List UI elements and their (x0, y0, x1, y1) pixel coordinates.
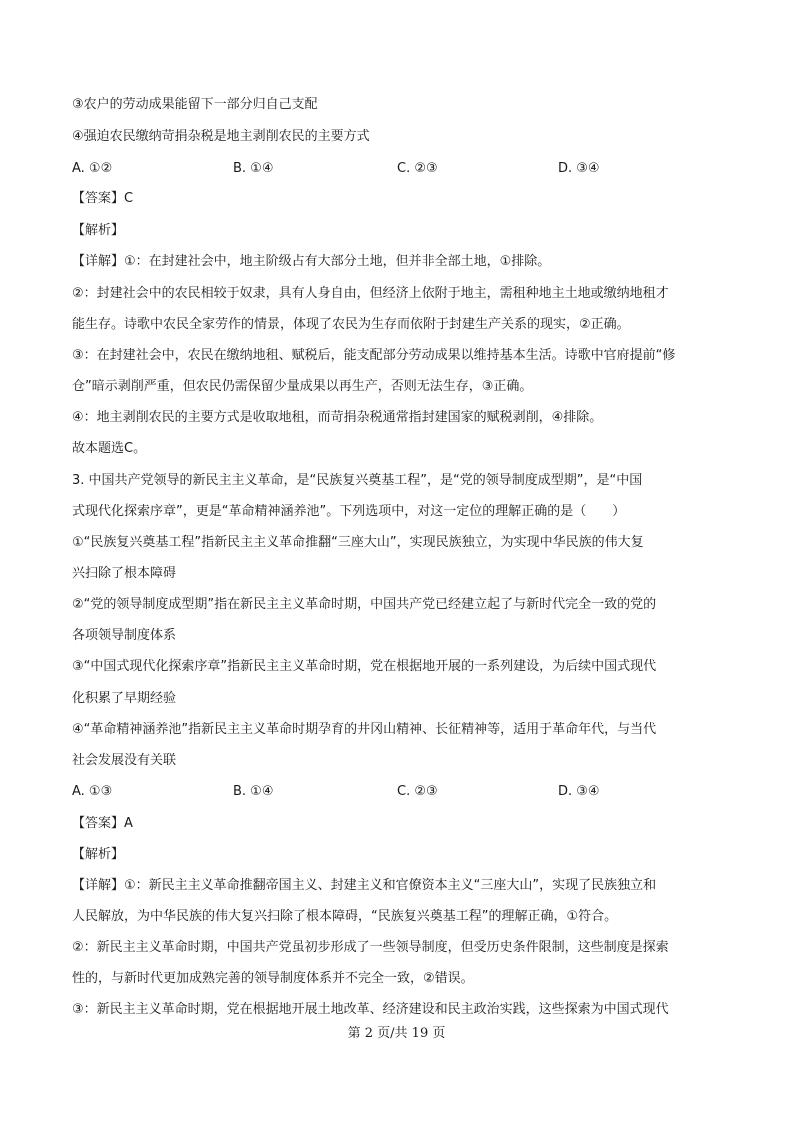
q3-statement-2-cont: 各项领导制度体系 (72, 628, 177, 643)
q3-statement-3-cont: 化积累了早期经验 (72, 691, 177, 706)
q2-choice-d: D. ③④ (558, 161, 600, 176)
q2-detail-line: 能生存。诗歌中农民全家劳作的情景，体现了农民为生存而依附于封建生产关系的现实，②正确。 (72, 317, 630, 332)
q2-detail-line: ④：地主剥削农民的主要方式是收取地租，而苛捐杂税通常指封建国家的赋税剥削，④排除。 (72, 410, 603, 425)
q2-choice-c: C. ②③ (397, 161, 438, 176)
q3-stem-line: 3. 中国共产党领导的新民主主义革命，是“民族复兴奠基工程”，是“党的领导制度成型期”，是“中国 (72, 473, 643, 488)
option-statement-4: ④强迫农民缴纳苛捐杂税是地主剥削农民的主要方式 (72, 129, 370, 144)
q2-answer: 【答案】C (72, 191, 134, 206)
q3-answer: 【答案】A (72, 816, 133, 831)
q2-detail-line: ②：封建社会中的农民相较于奴隶，具有人身自由，但经济上依附于地主，需租种地主土地或缴纳地租才 (72, 286, 669, 301)
q2-detail-line: ③：在封建社会中，农民在缴纳地租、赋税后，能支配部分劳动成果以维持基本生活。诗歌中官府提前“修 (72, 348, 676, 363)
q3-statement-4-cont: 社会发展没有关联 (72, 753, 177, 768)
q2-analysis-label: 【解析】 (72, 223, 125, 238)
q3-detail-line: ③：新民主主义革命时期，党在根据地开展土地改革、经济建设和民主政治实践，这些探索为中国式现代 (72, 1002, 669, 1017)
q3-choice-d: D. ③④ (558, 784, 600, 799)
q3-stem-line: 式现代化探索序章”，更是“革命精神涵养池”。下列选项中，对这一定位的理解正确的是（ ） (72, 504, 626, 519)
q3-choice-c: C. ②③ (397, 784, 438, 799)
q3-detail-line: 人民解放，为中华民族的伟大复兴扫除了根本障碍，“民族复兴奠基工程”的理解正确，①符合。 (72, 909, 618, 924)
q3-detail-line: 性的，与新时代更加成熟完善的领导制度体系并不完全一致，②错误。 (72, 971, 474, 986)
q3-statement-1-cont: 兴扫除了根本障碍 (72, 566, 177, 581)
q2-detail-line: 仓”暗示剥削严重，但农民仍需保留少量成果以再生产，否则无法生存，③正确。 (72, 379, 533, 394)
q3-detail-line: ②：新民主主义革命时期，中国共产党虽初步形成了一些领导制度，但受历史条件限制，这些制度是探索 (72, 940, 669, 955)
q3-analysis-label: 【解析】 (72, 847, 125, 862)
q3-statement-3: ③“中国式现代化探索序章”指新民主主义革命时期，党在根据地开展的一系列建设，为后续中国式现代 (72, 659, 657, 674)
q3-statement-4: ④“革命精神涵养池”指新民主主义革命时期孕育的井冈山精神、长征精神等，适用于革命年代，与当代 (72, 722, 657, 737)
q2-detail-line: 【详解】①：在封建社会中，地主阶级占有大部分土地，但并非全部土地，①排除。 (72, 254, 551, 269)
page-number-footer: 第 2 页/共 19 页 (347, 1026, 446, 1041)
q3-choice-a: A. ①③ (72, 784, 113, 799)
q2-choices (72, 160, 727, 178)
q2-choice-a: A. ①② (72, 161, 113, 176)
q2-conclusion: 故本题选C。 (72, 441, 147, 456)
q3-detail-line: 【详解】①：新民主主义革命推翻帝国主义、封建主义和官僚资本主义“三座大山”，实现了民族独立和 (72, 878, 657, 893)
q3-statement-2: ②“党的领导制度成型期”指在新民主主义革命时期，中国共产党已经建立起了与新时代完全一致的党的 (72, 597, 657, 612)
q3-statement-1: ①“民族复兴奠基工程”指新民主主义革命推翻“三座大山”，实现民族独立，为实现中华民族的伟大复 (72, 535, 644, 550)
q3-choices (72, 783, 727, 801)
q2-choice-b: B. ①④ (233, 161, 274, 176)
q3-choice-b: B. ①④ (233, 784, 274, 799)
option-statement-3: ③农户的劳动成果能留下一部分归自己支配 (72, 97, 318, 112)
